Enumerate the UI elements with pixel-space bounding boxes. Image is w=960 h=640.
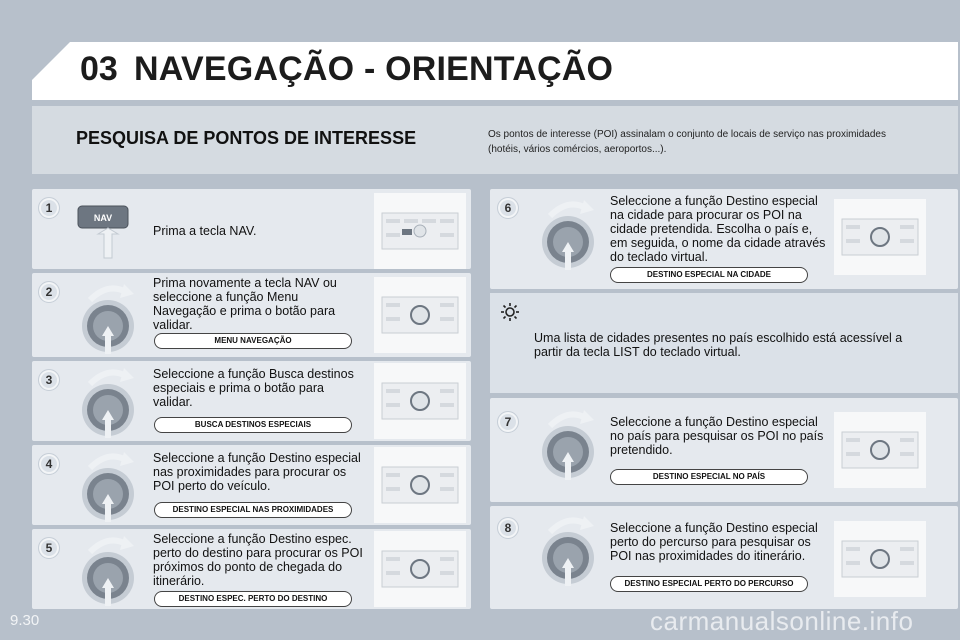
step-4-text: Seleccione a função Destino especial nas proximidades para procurar os POI perto do veículo. — [153, 451, 361, 493]
tip-text: Uma lista de cidades presentes no país escolhido está acessível a partir da tecla LIST do teclado virtual. — [534, 331, 903, 359]
rotary-knob-icon — [534, 510, 604, 588]
nav-key-icon — [74, 198, 140, 262]
step-5-radio-panel — [374, 531, 466, 607]
nav-key-label: NAV — [93, 213, 113, 223]
step-8-radio-panel — [834, 521, 926, 597]
step-3-text: Seleccione a função Busca destinos especiais e prima o botão para validar. — [153, 367, 354, 409]
step-1-number: 1 — [38, 197, 60, 219]
page-number: 9.30 — [10, 612, 40, 629]
step-5-number: 5 — [38, 537, 60, 559]
step-6-badge: DESTINO ESPECIAL NA CIDADE — [610, 267, 808, 283]
rotary-knob-icon — [74, 278, 144, 356]
step-4-radio-panel — [374, 447, 466, 523]
rotary-knob-icon — [74, 362, 144, 440]
rotary-knob-icon — [534, 194, 604, 272]
step-4-number: 4 — [38, 453, 60, 475]
step-3-radio-panel — [374, 363, 466, 439]
step-2-text: Prima novamente a tecla NAV ou seleccione a função Menu Navegação e prima o botão para validar. — [153, 276, 337, 332]
step-5-badge: DESTINO ESPEC. PERTO DO DESTINO — [154, 591, 352, 607]
step-6-radio-panel — [834, 199, 926, 275]
step-3-number: 3 — [38, 369, 60, 391]
step-6-number: 6 — [497, 197, 519, 219]
step-2-badge: MENU NAVEGAÇÃO — [154, 333, 352, 349]
section-intro: Os pontos de interesse (POI) assinalam o conjunto de locais de serviço nas proximidades (hotéis, vários comércios, aeroportos...). — [488, 129, 886, 155]
step-6-text: Seleccione a função Destino especial na cidade para procurar os POI na cidade pretendida. Escolha o país e, em seguida, o nome da cidade através do teclado virtual. — [610, 194, 826, 264]
step-8-text: Seleccione a função Destino especial perto do percurso para pesquisar os POI nas proximidades do itinerário. — [610, 521, 818, 563]
step-7-radio-panel — [834, 412, 926, 488]
step-7-badge: DESTINO ESPECIAL NO PAÍS — [610, 469, 808, 485]
step-2-number: 2 — [38, 281, 60, 303]
rotary-knob-icon — [74, 530, 144, 608]
step-3-badge: BUSCA DESTINOS ESPECIAIS — [154, 417, 352, 433]
step-4-badge: DESTINO ESPECIAL NAS PROXIMIDADES — [154, 502, 352, 518]
step-7-text: Seleccione a função Destino especial no país para pesquisar os POI no país pretendido. — [610, 415, 824, 457]
rotary-knob-icon — [74, 446, 144, 524]
step-1-text: Prima a tecla NAV. — [153, 224, 257, 238]
step-1-radio-panel — [374, 193, 466, 269]
step-5-text: Seleccione a função Destino espec. perto do destino para procurar os POI próximos do ponto de chegada do itinerário. — [153, 532, 363, 588]
step-8-number: 8 — [497, 517, 519, 539]
chapter-number: 03 — [80, 50, 118, 88]
watermark: carmanualsonline.info — [650, 606, 914, 636]
step-2-radio-panel — [374, 277, 466, 353]
lightbulb-icon — [500, 302, 520, 322]
rotary-knob-icon — [534, 404, 604, 482]
step-7-number: 7 — [497, 411, 519, 433]
page-title: NAVEGAÇÃO - ORIENTAÇÃO — [134, 50, 614, 88]
section-title: PESQUISA DE PONTOS DE INTERESSE — [76, 128, 417, 148]
step-8-badge: DESTINO ESPECIAL PERTO DO PERCURSO — [610, 576, 808, 592]
